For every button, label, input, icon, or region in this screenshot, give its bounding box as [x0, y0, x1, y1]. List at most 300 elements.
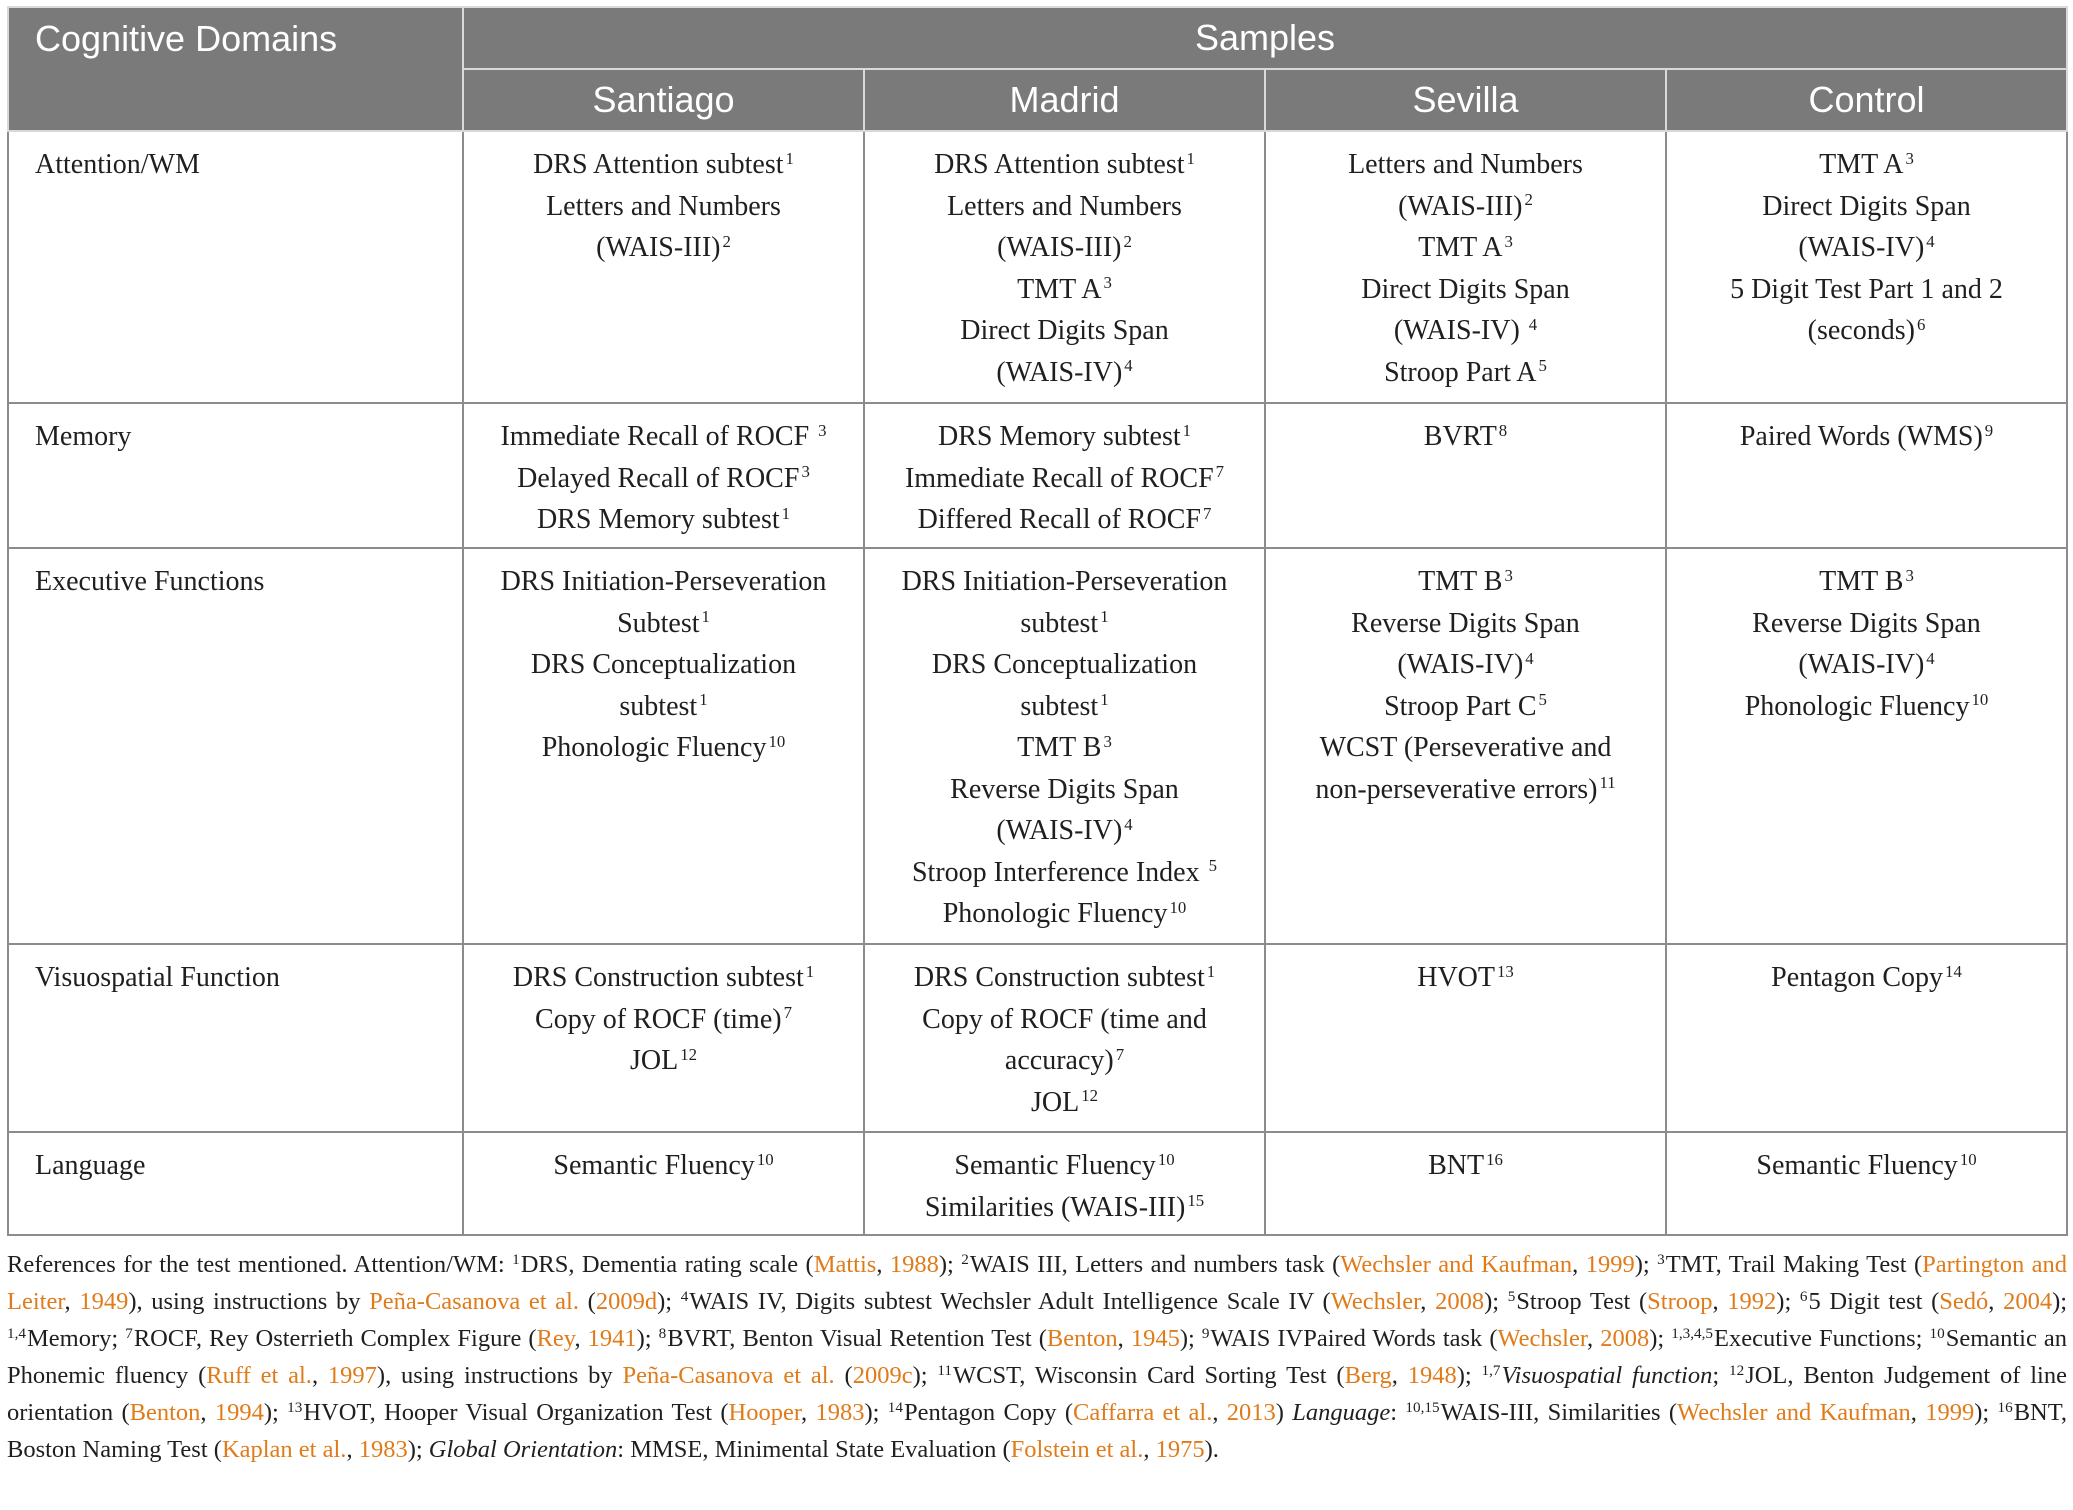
reference-number: 5	[1208, 856, 1218, 876]
citation-link[interactable]: 1941	[587, 1325, 637, 1352]
test-name: subtest	[1020, 607, 1099, 639]
reference-number: 4	[1525, 648, 1534, 668]
test-line	[871, 893, 1258, 935]
test-line	[871, 957, 1258, 999]
header-samples: Samples	[463, 7, 2067, 69]
citation-link[interactable]: 2009d	[595, 1288, 658, 1315]
citation-link[interactable]: 1994	[214, 1399, 264, 1426]
test-line	[1673, 186, 2060, 228]
cell-sevilla	[1265, 944, 1666, 1132]
test-line	[470, 727, 857, 769]
test-line	[1673, 416, 2060, 458]
footnote-text: ,	[1420, 1288, 1436, 1315]
reference-number: 1	[1100, 607, 1109, 627]
citation-link[interactable]: Hooper	[728, 1399, 801, 1426]
reference-number: 6	[1916, 314, 1926, 334]
cell-control	[1666, 403, 2067, 548]
test-line	[470, 957, 857, 999]
citation-link[interactable]: Wechsler and Kaufman	[1677, 1399, 1911, 1426]
citation-link[interactable]: Stroop	[1647, 1288, 1713, 1315]
footnote-text: Semantic an Phonemic fluency (	[7, 1325, 2068, 1389]
footnote-text: );	[657, 1288, 681, 1315]
footnote-text: (	[579, 1288, 596, 1315]
test-line	[871, 310, 1258, 352]
test-name: TMT A	[1017, 273, 1102, 305]
header-control: Control	[1666, 69, 2067, 131]
reference-number: 4	[1124, 356, 1133, 376]
citation-link[interactable]: Rey	[536, 1325, 575, 1352]
test-name: Copy of ROCF (time and	[922, 1003, 1207, 1035]
test-name: Semantic Fluency	[954, 1150, 1156, 1181]
cell-control	[1666, 131, 2067, 403]
citation-link[interactable]: Folstein et al.	[1010, 1436, 1144, 1463]
cell-sevilla	[1265, 1132, 1666, 1235]
cognitive-domains-table	[7, 6, 2068, 1236]
test-line	[871, 499, 1258, 541]
test-line	[871, 603, 1258, 645]
reference-number: 10	[1157, 1149, 1175, 1169]
footnote-text: : MMSE, Minimental State Evaluation (	[617, 1436, 1011, 1463]
footnote-superscript: 9	[1201, 1325, 1210, 1343]
table-row	[8, 944, 2067, 1132]
test-name: DRS Memory subtest	[937, 421, 1181, 452]
footnote-text: ,	[1988, 1288, 2004, 1315]
citation-link[interactable]: Peña-Casanova et al.	[622, 1362, 835, 1389]
footnote-text: ,	[1572, 1251, 1586, 1278]
footnote-superscript: 1	[512, 1251, 520, 1269]
footnote-superscript: 13	[287, 1399, 303, 1417]
footnote-superscript: 10	[1929, 1325, 1945, 1343]
test-name: accuracy)	[1004, 1045, 1114, 1076]
citation-link[interactable]: 2013	[1226, 1399, 1276, 1426]
footnote-text: );	[1484, 1288, 1508, 1315]
footnote-italic: Global Orientation	[428, 1436, 618, 1463]
citation-link[interactable]: 1988	[889, 1251, 939, 1278]
footnote-text: Memory;	[26, 1325, 126, 1352]
test-line	[470, 1040, 857, 1082]
reference-number: 16	[1486, 1149, 1503, 1169]
test-name: WCST (Perseverative and	[1319, 732, 1612, 763]
footnote-text: JOL, Benton Judgement of line orientation (	[7, 1362, 2067, 1426]
citation-link[interactable]: 1992	[1727, 1288, 1777, 1315]
reference-number: 7	[783, 1003, 792, 1023]
test-line	[871, 686, 1258, 728]
cell-santiago	[463, 1132, 864, 1235]
footnote-italic: Visuospatial function	[1501, 1362, 1713, 1389]
test-line	[1272, 603, 1659, 645]
test-name: BVRT	[1423, 421, 1497, 452]
reference-number: 1	[1206, 961, 1216, 981]
footnote-superscript: 2	[961, 1251, 969, 1269]
test-line	[1272, 310, 1659, 352]
reference-number: 4	[1926, 648, 1935, 668]
footnote-text: );	[636, 1325, 659, 1352]
test-line	[1673, 686, 2060, 728]
footnote-text: );	[864, 1399, 888, 1426]
footnote-text: ).	[1204, 1436, 1219, 1463]
footnote-text: );	[263, 1399, 288, 1426]
footnote-text: );	[1649, 1325, 1672, 1352]
reference-number: 3	[1905, 565, 1914, 585]
citation-link[interactable]: Kaplan et al.	[221, 1436, 347, 1463]
footnote-text: ,	[1587, 1325, 1601, 1352]
citation-link[interactable]: 1983	[358, 1436, 408, 1463]
test-line	[1673, 957, 2060, 999]
test-line	[1673, 144, 2060, 186]
footnote-text: ,	[1712, 1288, 1728, 1315]
citation-link[interactable]: 1999	[1925, 1399, 1975, 1426]
test-name: DRS Initiation-Perseveration	[500, 566, 827, 597]
citation-link[interactable]: Wechsler	[1497, 1325, 1588, 1352]
cell-santiago	[463, 403, 864, 548]
test-name: DRS Construction subtest	[913, 962, 1205, 993]
footnote-text: ,	[1117, 1325, 1131, 1352]
citation-link[interactable]: Berg	[1344, 1362, 1392, 1389]
test-name: Copy of ROCF (time)	[535, 1003, 782, 1035]
reference-number: 3	[801, 462, 810, 482]
footnote-text: WAIS IV, Digits subtest Wechsler Adult Intelligence Scale IV (	[689, 1288, 1331, 1315]
test-line	[470, 686, 857, 728]
test-line	[470, 416, 857, 458]
test-name: TMT B	[1418, 566, 1503, 597]
footnote-text: );	[1456, 1362, 1482, 1389]
cell-madrid	[864, 131, 1265, 403]
footnote-superscript: 5	[1507, 1288, 1516, 1306]
test-line	[1673, 269, 2060, 311]
reference-number: 10	[1169, 897, 1187, 917]
test-name: TMT A	[1418, 232, 1503, 263]
table-row	[8, 548, 2067, 944]
footnote-text: )	[1275, 1399, 1293, 1426]
footnote-superscript: 3	[1657, 1251, 1665, 1269]
test-line	[1673, 603, 2060, 645]
test-line	[1272, 269, 1659, 311]
footnote-text: ,	[1391, 1362, 1408, 1389]
test-line	[871, 561, 1258, 603]
cell-santiago	[463, 944, 864, 1132]
test-line	[1272, 352, 1659, 394]
test-name: DRS Conceptualization	[530, 649, 797, 680]
footnote-text: ,	[876, 1251, 890, 1278]
test-name: Immediate Recall of ROCF	[500, 421, 817, 452]
test-line	[1673, 561, 2060, 603]
test-line	[1673, 644, 2060, 686]
footnote-text: );	[912, 1362, 938, 1389]
footnote-superscript: 1,7	[1481, 1362, 1501, 1380]
reference-number: 7	[1215, 462, 1225, 482]
test-line	[470, 1145, 857, 1187]
footnote-text: );	[2052, 1288, 2068, 1315]
footnote-text: ,	[1143, 1436, 1156, 1463]
reference-number: 4	[1528, 314, 1538, 334]
reference-number: 15	[1187, 1191, 1205, 1211]
cell-madrid	[864, 1132, 1265, 1235]
reference-number: 10	[1971, 690, 1989, 710]
test-line	[1272, 561, 1659, 603]
test-line	[871, 458, 1258, 500]
test-name: BNT	[1428, 1150, 1485, 1181]
test-line	[871, 1145, 1258, 1187]
test-line	[470, 144, 857, 186]
footnote-text: );	[1179, 1325, 1202, 1352]
footnote-text: HVOT, Hooper Visual Organization Test (	[303, 1399, 729, 1426]
reference-number: 3	[1103, 273, 1112, 293]
test-name: Subtest	[617, 607, 700, 639]
footnote-text: );	[938, 1251, 962, 1278]
domain-cell: Attention/WM	[8, 131, 463, 403]
citation-link[interactable]: Partington and Leiter	[7, 1251, 2067, 1315]
table-row	[8, 403, 2067, 548]
reference-number: 1	[781, 503, 791, 523]
test-name: Direct Digits Span	[1361, 273, 1570, 305]
citation-link[interactable]: 1997	[327, 1362, 377, 1389]
test-line	[470, 499, 857, 541]
test-line	[871, 416, 1258, 458]
test-name: TMT B	[1017, 732, 1102, 763]
reference-number: 9	[1984, 420, 1994, 440]
footnote-text: WAIS IVPaired Words task (	[1210, 1325, 1498, 1352]
test-name: subtest	[1020, 690, 1099, 722]
reference-number: 1	[699, 690, 708, 710]
footnote-text: WAIS III, Letters and numbers task (	[969, 1251, 1341, 1278]
test-name: Direct Digits Span	[960, 315, 1169, 346]
reference-number: 1	[785, 148, 794, 168]
footnote-superscript: 1,3,4,5	[1671, 1325, 1713, 1343]
citation-link[interactable]: 1975	[1155, 1436, 1205, 1463]
citation-link[interactable]: Wechsler	[1330, 1288, 1421, 1315]
reference-number: 4	[1124, 814, 1133, 834]
test-name: (WAIS-IV)	[996, 356, 1123, 388]
footnote-text: ;	[1712, 1362, 1730, 1389]
test-name: TMT B	[1819, 566, 1904, 597]
footnote-text: ), using instructions by	[376, 1362, 623, 1389]
footnote-text: ,	[200, 1399, 215, 1426]
test-name: Delayed Recall of ROCF	[517, 462, 800, 494]
reference-number: 1	[805, 961, 815, 981]
reference-number: 14	[1945, 961, 1962, 981]
header-santiago: Santiago	[463, 69, 864, 131]
page	[7, 6, 2068, 1463]
test-name: (WAIS-III)	[1398, 190, 1523, 222]
table-row	[8, 1132, 2067, 1235]
test-name: Differed Recall of ROCF	[917, 504, 1201, 535]
test-name: HVOT	[1417, 962, 1495, 993]
citation-link[interactable]: 1949	[79, 1288, 129, 1315]
test-line	[871, 810, 1258, 852]
citation-link[interactable]: Sedó	[1939, 1288, 1989, 1315]
reference-number: 1	[1182, 420, 1192, 440]
footnote-superscript: 4	[680, 1288, 689, 1306]
domain-cell: Language	[8, 1132, 463, 1235]
footnote-text: ,	[1212, 1399, 1227, 1426]
footnote-superscript: 16	[1997, 1399, 2013, 1417]
test-line	[871, 186, 1258, 228]
test-name: JOL	[1030, 1086, 1080, 1118]
footnote-text: ,	[311, 1362, 328, 1389]
test-line	[1272, 686, 1659, 728]
reference-number: 7	[1115, 1044, 1125, 1064]
test-name: Reverse Digits Span	[1351, 607, 1580, 639]
test-name: (WAIS-IV)	[1397, 649, 1524, 680]
footnote-superscript: 10,15	[1405, 1399, 1440, 1417]
test-line	[1272, 144, 1659, 186]
test-line	[1272, 1145, 1659, 1187]
footnote-superscript: 7	[125, 1325, 133, 1343]
footnote-italic: Language	[1292, 1399, 1391, 1426]
footnote-text: WCST, Wisconsin Card Sorting Test (	[953, 1362, 1345, 1389]
test-line	[871, 999, 1258, 1041]
footnote-text: References for the test mentioned. Attention/WM:	[7, 1251, 513, 1278]
footnote-text: );	[1634, 1251, 1658, 1278]
test-line	[470, 186, 857, 228]
footnote-superscript: 6	[1799, 1288, 1808, 1306]
test-name: (seconds)	[1807, 315, 1915, 346]
test-line	[1272, 186, 1659, 228]
test-line	[470, 227, 857, 269]
test-line	[1272, 227, 1659, 269]
test-line	[871, 769, 1258, 811]
reference-number: 2	[1524, 190, 1533, 210]
footnote-text: DRS, Dementia rating scale (	[520, 1251, 814, 1278]
reference-number: 1	[1100, 690, 1109, 710]
domain-cell: Memory	[8, 403, 463, 548]
test-line	[871, 227, 1258, 269]
test-line	[470, 458, 857, 500]
test-line	[1673, 1145, 2060, 1187]
citation-link[interactable]: 1983	[815, 1399, 865, 1426]
header-sevilla: Sevilla	[1265, 69, 1666, 131]
test-name: Stroop Interference Index	[911, 856, 1207, 888]
test-name: DRS Attention subtest	[934, 149, 1185, 180]
footnote-text: BVRT, Benton Visual Retention Test (	[667, 1325, 1047, 1352]
test-line	[1272, 957, 1659, 999]
test-name: Semantic Fluency	[1756, 1150, 1958, 1181]
test-name: non-perseverative errors)	[1315, 773, 1598, 805]
table-row	[8, 131, 2067, 403]
footnote-text: Pentagon Copy (	[903, 1399, 1074, 1426]
cell-control	[1666, 944, 2067, 1132]
reference-number: 3	[1504, 231, 1513, 251]
test-name: DRS Conceptualization	[931, 649, 1198, 680]
test-line	[470, 644, 857, 686]
citation-link[interactable]: Mattis	[813, 1251, 877, 1278]
test-name: (WAIS-IV)	[1798, 232, 1925, 263]
footnote-text: ,	[346, 1436, 359, 1463]
citation-link[interactable]: 1945	[1130, 1325, 1180, 1352]
test-line	[1272, 644, 1659, 686]
test-name: DRS Attention subtest	[533, 149, 784, 180]
cell-madrid	[864, 944, 1265, 1132]
test-name: Paired Words (WMS)	[1739, 421, 1983, 452]
citation-link[interactable]: Wechsler and Kaufman	[1340, 1251, 1573, 1278]
cell-santiago	[463, 131, 864, 403]
cell-control	[1666, 1132, 2067, 1235]
test-name: TMT A	[1819, 149, 1904, 180]
test-name: Letters and Numbers	[1348, 149, 1583, 180]
citation-link[interactable]: 2008	[1435, 1288, 1485, 1315]
test-name: Phonologic Fluency	[541, 732, 767, 763]
test-name: Pentagon Copy	[1771, 962, 1944, 993]
test-line	[871, 1040, 1258, 1082]
citation-link[interactable]: Benton	[129, 1399, 201, 1426]
citation-link[interactable]: Caffarra et al.	[1073, 1399, 1213, 1426]
footnote-text: ,	[1910, 1399, 1926, 1426]
test-name: 5 Digit Test Part 1 and 2	[1730, 273, 2003, 305]
test-line	[871, 352, 1258, 394]
footnote-text: ,	[64, 1288, 80, 1315]
test-name: (WAIS-III)	[596, 232, 721, 263]
reference-number: 12	[1081, 1086, 1098, 1106]
footnote-text: ,	[574, 1325, 588, 1352]
citation-link[interactable]: 2004	[2003, 1288, 2053, 1315]
test-line	[871, 269, 1258, 311]
footnote-text: TMT, Trail Making Test (	[1665, 1251, 1923, 1278]
cell-sevilla	[1265, 403, 1666, 548]
reference-number: 2	[1123, 231, 1132, 251]
reference-number: 3	[818, 420, 827, 440]
footnote-text: );	[1776, 1288, 1800, 1315]
reference-number: 5	[1538, 690, 1547, 710]
test-name: subtest	[619, 690, 698, 722]
cell-control	[1666, 548, 2067, 944]
domain-cell: Visuospatial Function	[8, 944, 463, 1132]
header-madrid: Madrid	[864, 69, 1265, 131]
citation-link[interactable]: 1948	[1407, 1362, 1457, 1389]
test-line	[871, 727, 1258, 769]
citation-link[interactable]: Benton	[1046, 1325, 1118, 1352]
footnote-text: WAIS-III, Similarities (	[1440, 1399, 1678, 1426]
test-name: (WAIS-IV)	[1798, 649, 1925, 680]
citation-link[interactable]: Peña-Casanova et al.	[369, 1288, 579, 1315]
citation-link[interactable]: 2009c	[852, 1362, 913, 1389]
footnote-text: (	[834, 1362, 853, 1389]
footnote-text: Executive Functions;	[1714, 1325, 1930, 1352]
reference-number: 5	[1538, 356, 1547, 376]
test-name: Similarities (WAIS-III)	[924, 1191, 1186, 1223]
test-line	[1272, 416, 1659, 458]
footnote-text: 5 Digit test (	[1808, 1288, 1940, 1315]
footnote-text: ), using instructions by	[128, 1288, 370, 1315]
test-name: Letters and Numbers	[546, 190, 781, 222]
citation-link[interactable]: Ruff et al.	[206, 1362, 312, 1389]
test-line	[1673, 310, 2060, 352]
test-name: Immediate Recall of ROCF	[904, 462, 1214, 494]
test-name: Semantic Fluency	[553, 1150, 755, 1181]
footnote-superscript: 11	[937, 1362, 953, 1380]
citation-link[interactable]: 1999	[1585, 1251, 1635, 1278]
test-name: Phonologic Fluency	[1744, 690, 1970, 722]
test-line	[871, 644, 1258, 686]
citation-link[interactable]: 2008	[1600, 1325, 1650, 1352]
footnote-text: );	[407, 1436, 429, 1463]
test-name: Stroop Part C	[1384, 690, 1537, 722]
reference-number: 10	[1959, 1149, 1977, 1169]
test-line	[871, 144, 1258, 186]
table-footnote	[7, 1246, 2067, 1468]
test-name: Phonologic Fluency	[942, 898, 1168, 929]
test-name: Letters and Numbers	[947, 190, 1182, 222]
reference-number: 8	[1498, 420, 1508, 440]
test-line	[470, 603, 857, 645]
test-line	[1673, 227, 2060, 269]
test-name: DRS Construction subtest	[512, 962, 804, 993]
test-name: Reverse Digits Span	[950, 773, 1179, 805]
test-name: Direct Digits Span	[1762, 190, 1971, 222]
reference-number: 7	[1202, 503, 1212, 523]
footnote-superscript: 1,4	[7, 1325, 26, 1343]
footnote-text: );	[1974, 1399, 1998, 1426]
reference-number: 2	[722, 231, 731, 251]
